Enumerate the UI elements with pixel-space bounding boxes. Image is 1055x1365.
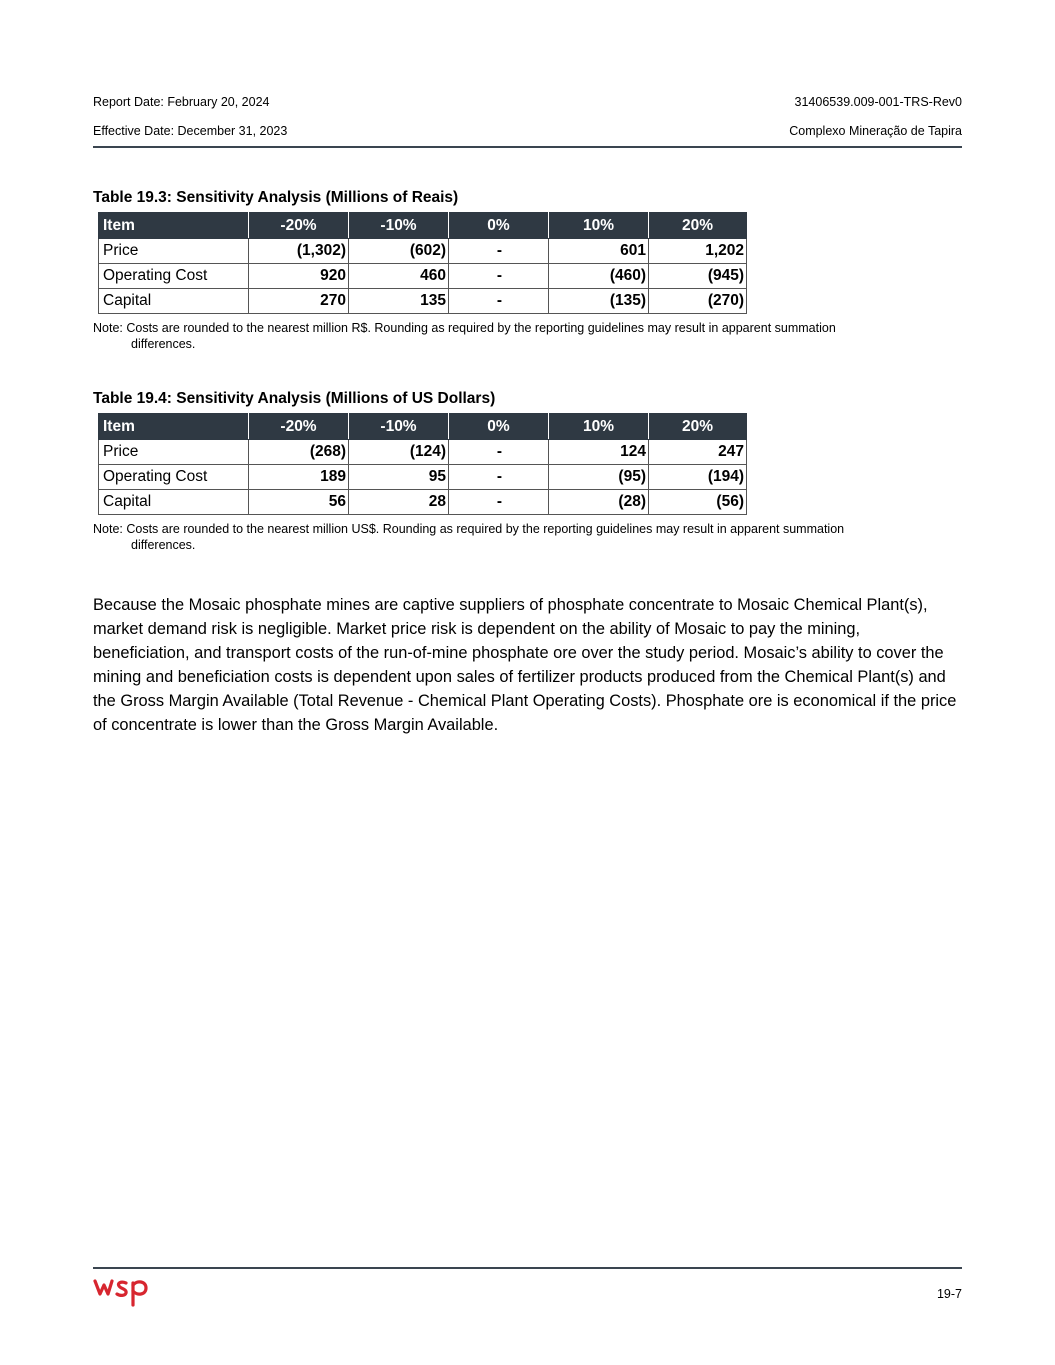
table-row — [99, 490, 747, 515]
header-divider — [93, 146, 962, 148]
report-date: Report Date: February 20, 2024 — [93, 95, 270, 109]
table-row — [99, 239, 747, 264]
table-19-3-note — [93, 320, 953, 352]
column-header: 20% — [649, 414, 747, 440]
table-cell: (194) — [649, 465, 747, 490]
table-19-3-caption: Table 19.3: Sensitivity Analysis (Millions of Reais) — [93, 189, 459, 206]
table-cell: (124) — [349, 440, 449, 465]
body-paragraph: Because the Mosaic phosphate mines are captive suppliers of phosphate concentrate to Mosaic Chemical Plant(s), market demand risk is negligible. Market price risk is dependent on the ability of Mosaic to pay the mining, beneficiation, and transport costs of the run-of-mine phosphate ore over the study period. Mosaic’s ability to cover the mining and beneficiation costs is dependent upon sales of fertilizer products produced from the Chemical Plant(s) and the Gross Margin Available (Total Revenue - Chemical Plant Operating Costs). Phosphate ore is economical if the price of concentrate is lower than the Gross Margin Available. — [93, 596, 957, 734]
table-cell: (95) — [549, 465, 649, 490]
column-header: Item — [99, 414, 249, 440]
table-cell: 135 — [349, 289, 449, 314]
table-cell: (945) — [649, 264, 747, 289]
column-header: -10% — [349, 213, 449, 239]
column-header: 10% — [549, 414, 649, 440]
table-header-row — [99, 414, 747, 440]
project-name: Complexo Mineração de Tapira — [789, 124, 962, 138]
table-cell: (602) — [349, 239, 449, 264]
table-cell: 56 — [249, 490, 349, 515]
table-row — [99, 264, 747, 289]
page-number: 19-7 — [936, 1287, 962, 1301]
table-row — [99, 440, 747, 465]
table-header-row — [99, 213, 747, 239]
table-cell: 189 — [249, 465, 349, 490]
document-number: 31406539.009-001-TRS-Rev0 — [794, 95, 962, 109]
table-cell: - — [449, 440, 549, 465]
note-line: Note: Costs are rounded to the nearest million US$. Rounding as required by the reporting guidelines may result in apparent summation — [93, 522, 845, 536]
sensitivity-table-usd — [98, 413, 747, 515]
table-cell: - — [449, 289, 549, 314]
table-cell: 124 — [549, 440, 649, 465]
wsp-logo — [93, 1275, 157, 1307]
table-cell: 247 — [649, 440, 747, 465]
table-cell: (270) — [649, 289, 747, 314]
row-label: Capital — [99, 490, 249, 515]
column-header: 10% — [549, 213, 649, 239]
effective-date: Effective Date: December 31, 2023 — [93, 124, 288, 138]
column-header: Item — [99, 213, 249, 239]
table-19-4-caption: Table 19.4: Sensitivity Analysis (Millions of US Dollars) — [93, 390, 496, 407]
row-label: Operating Cost — [99, 264, 249, 289]
footer-divider — [93, 1267, 962, 1269]
table-cell: (1,302) — [249, 239, 349, 264]
note-line: differences. — [131, 337, 196, 351]
table-cell: 1,202 — [649, 239, 747, 264]
note-line: Note: Costs are rounded to the nearest million R$. Rounding as required by the reporting guidelines may result in apparent summation — [93, 321, 836, 335]
table-19-4-note — [93, 521, 953, 553]
table-cell: - — [449, 465, 549, 490]
row-label: Capital — [99, 289, 249, 314]
row-label: Price — [99, 440, 249, 465]
table-cell: 95 — [349, 465, 449, 490]
table-cell: 601 — [549, 239, 649, 264]
table-cell: - — [449, 264, 549, 289]
row-label: Operating Cost — [99, 465, 249, 490]
table-cell: 270 — [249, 289, 349, 314]
table-cell: 460 — [349, 264, 449, 289]
column-header: -20% — [249, 213, 349, 239]
table-cell: - — [449, 490, 549, 515]
sensitivity-table-reais — [98, 212, 747, 314]
table-cell: 920 — [249, 264, 349, 289]
table-cell: (460) — [549, 264, 649, 289]
table-cell: 28 — [349, 490, 449, 515]
column-header: 0% — [449, 213, 549, 239]
table-row — [99, 465, 747, 490]
table-row — [99, 289, 747, 314]
column-header: 0% — [449, 414, 549, 440]
row-label: Price — [99, 239, 249, 264]
table-cell: (28) — [549, 490, 649, 515]
table-cell: - — [449, 239, 549, 264]
table-cell: (56) — [649, 490, 747, 515]
column-header: 20% — [649, 213, 747, 239]
column-header: -10% — [349, 414, 449, 440]
column-header: -20% — [249, 414, 349, 440]
note-line: differences. — [131, 538, 196, 552]
table-cell: (135) — [549, 289, 649, 314]
table-cell: (268) — [249, 440, 349, 465]
